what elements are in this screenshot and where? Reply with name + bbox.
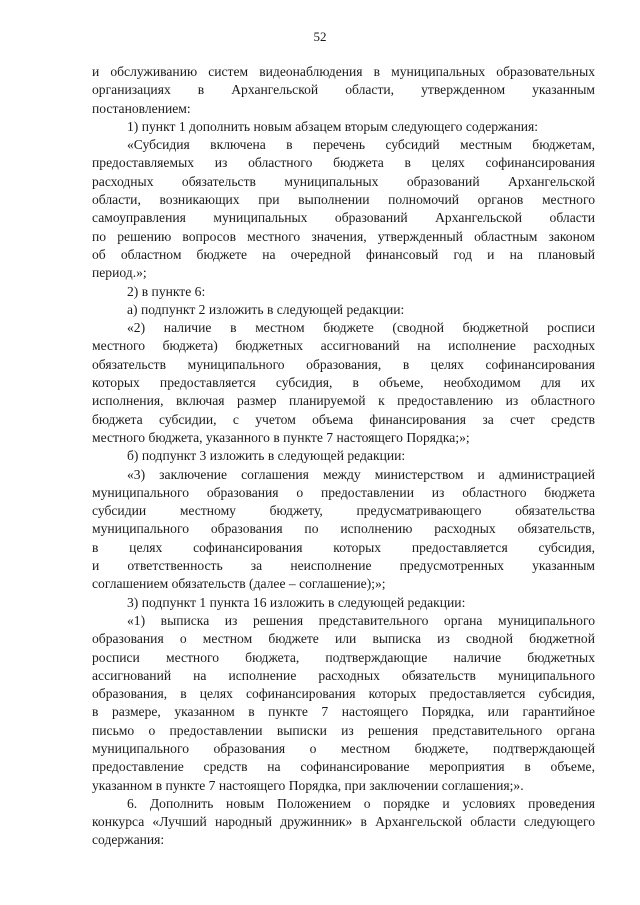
paragraph-8-line: и ответственность за неисполнение предусмотренных указанным [92,558,595,574]
document-body [92,63,595,850]
paragraph-6-line: исполнения, включая размер планируемой к предоставлению из областного [92,393,595,409]
paragraph-6-line: которых предоставляется субсидия, в объеме, необходимом для их [92,375,595,391]
paragraph-10-line: в размере, указанном в пункте 7 настоящего Порядка, или гарантийное [92,704,595,720]
paragraph-3-line: самоуправления муниципальных образований Архангельской области [92,210,595,226]
paragraph-10-line: указанном в пункте 7 настоящего Порядка, при заключении соглашения;». [92,777,524,793]
paragraph-10-line: предоставление средств на софинансирование мероприятия в объеме, [92,759,595,775]
paragraph-10-line: росписи местного бюджета, подтверждающие наличие бюджетных [92,649,595,665]
paragraph-6-line: местного бюджета, указанного в пункте 7 настоящего Порядка;»; [92,429,470,445]
paragraph-4-line: 2) в пункте 6: [127,283,206,299]
paragraph-10-line: письмо о предоставлении выписки из решения представительного органа [92,722,595,738]
paragraph-3-line: расходных обязательств муниципальных образований Архангельской [92,173,595,189]
paragraph-3-line: период.»; [92,265,147,281]
paragraph-6-line: обязательств муниципального образования, в целях софинансирования [92,356,595,372]
paragraph-6-line: бюджета субсидии, с учетом объема финансирования за счет средств [92,411,595,427]
paragraph-1-line: постановлением: [92,100,191,116]
paragraph-8-line: субсидии местному бюджету, предусматривающего обязательства [92,503,595,519]
paragraph-8-line: муниципального образования по исполнению расходных обязательств, [92,521,595,537]
paragraph-8-line: муниципального образования о предоставлении из областного бюджета [92,484,595,500]
paragraph-10-line: образования, в целях софинансирования которых предоставляется субсидия, [92,686,595,702]
paragraph-5-line: а) подпункт 2 изложить в следующей редакции: [127,301,405,317]
paragraph-8-line: в целях софинансирования которых предоставляется субсидия, [92,539,595,555]
paragraph-8-line: соглашением обязательств (далее – соглашение);»; [92,576,386,592]
paragraph-10-line: муниципального образования о местном бюджете, подтверждающей [92,740,595,756]
paragraph-7-line: б) подпункт 3 изложить в следующей редакции: [127,448,406,464]
paragraph-2-line: 1) пункт 1 дополнить новым абзацем вторым следующего содержания: [127,118,539,134]
paragraph-10-line: ассигнований на исполнение расходных обязательств муниципального [92,667,595,683]
paragraph-3-line: «Субсидия включена в перечень субсидий местным бюджетам, [127,137,595,153]
paragraph-1-line: организациях в Архангельской области, утвержденном указанным [92,82,595,98]
paragraph-3-line: по решению вопросов местного значения, утвержденный областным законом [92,228,595,244]
paragraph-3-line: об областном бюджете на очередной финансовый год и на плановый [92,246,595,262]
paragraph-9-line: 3) подпункт 1 пункта 16 изложить в следующей редакции: [127,594,466,610]
paragraph-11-line: содержания: [92,832,165,848]
paragraph-11-line: конкурса «Лучший народный дружинник» в Архангельской области следующего [92,814,595,830]
paragraph-6-line: местного бюджета) бюджетных ассигнований на исполнение расходных [92,338,595,354]
paragraph-11-line: 6. Дополнить новым Положением о порядке и условиях проведения [127,795,595,811]
paragraph-3-line: предоставляемых из областного бюджета в целях софинансирования [92,155,595,171]
paragraph-10-line: образования о местном бюджете или выписка из сводной бюджетной [92,631,595,647]
paragraph-8-line: «3) заключение соглашения между министерством и администрацией [127,466,595,482]
paragraph-10-line: «1) выписка из решения представительного органа муниципального [127,612,595,628]
paragraph-3-line: области, возникающих при выполнении полномочий органов местного [92,192,595,208]
page-number: 52 [313,29,327,44]
paragraph-1-line: и обслуживанию систем видеонаблюдения в муниципальных образовательных [92,64,595,79]
paragraph-6-line: «2) наличие в местном бюджете (сводной бюджетной росписи [127,320,595,336]
